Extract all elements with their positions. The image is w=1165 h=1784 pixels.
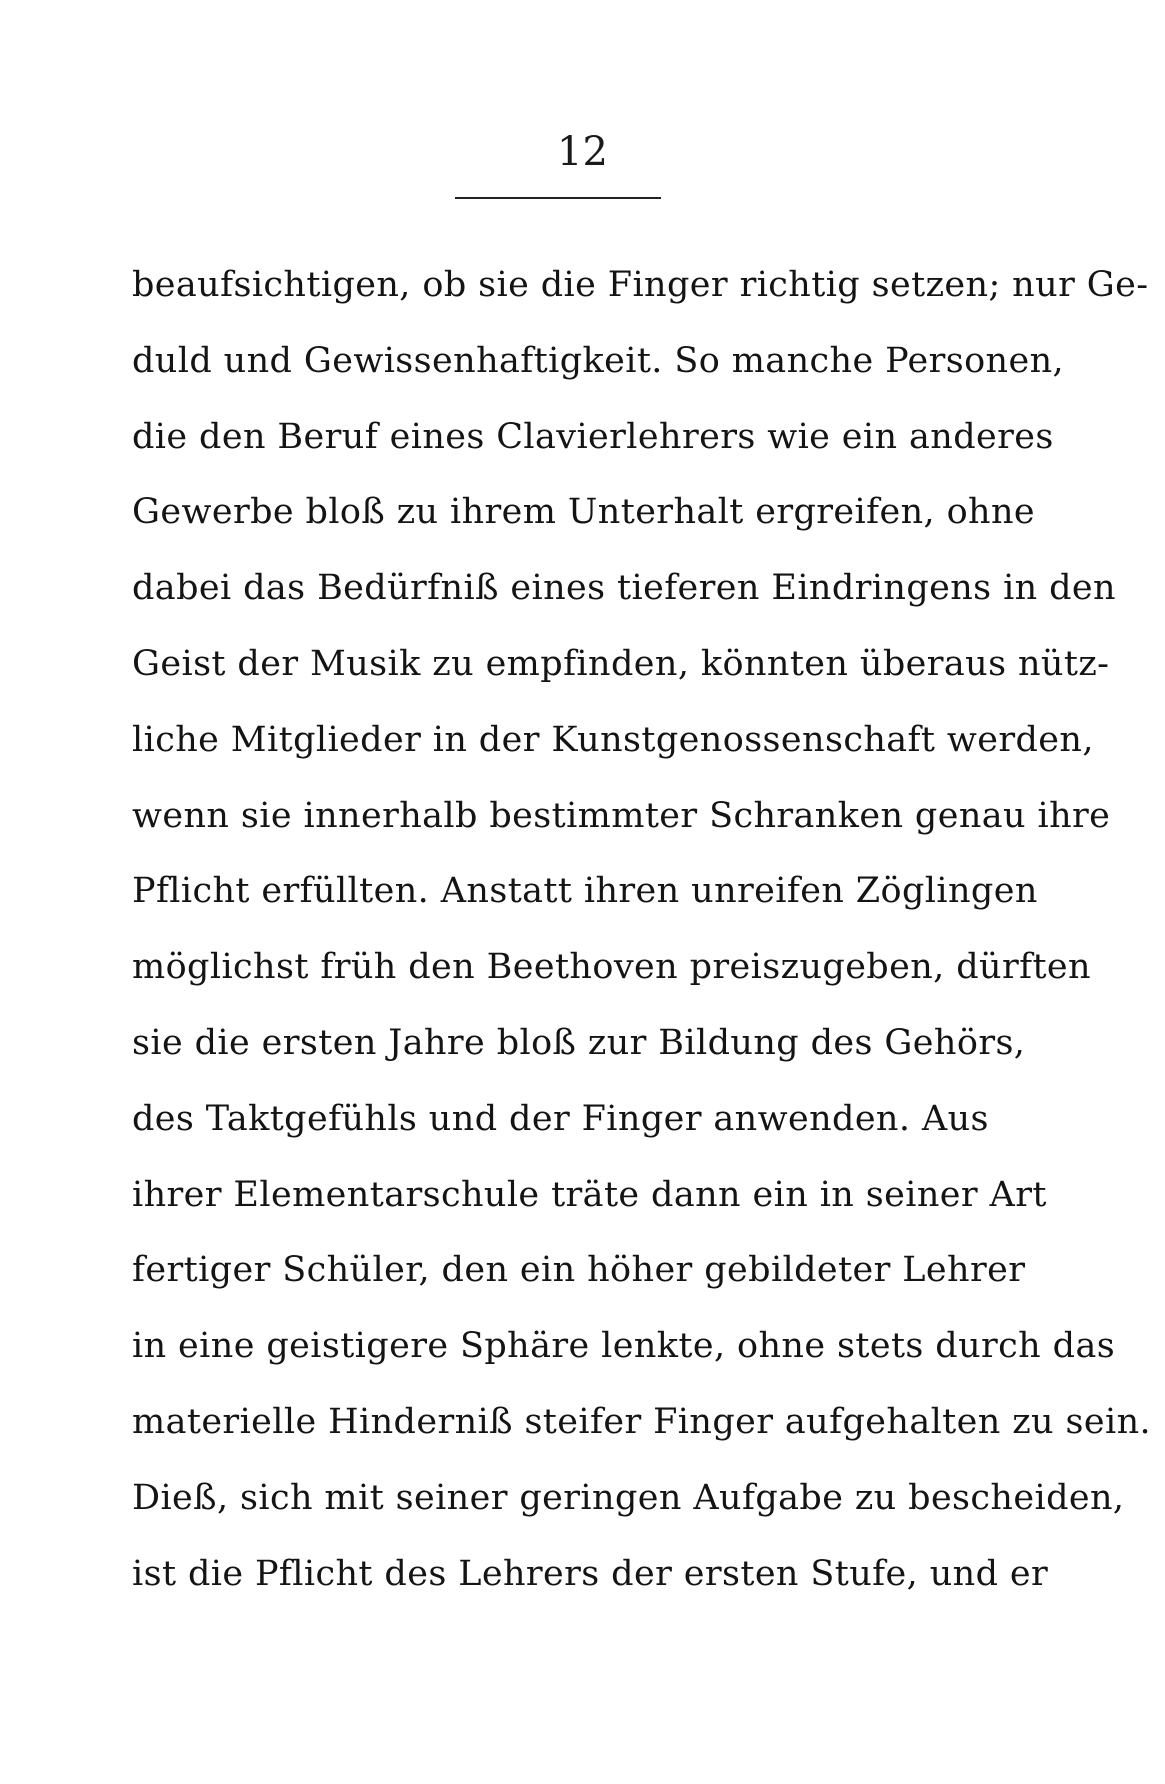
text-line: beaufsichtigen, ob sie die Finger richtig setzen; nur Ge-	[132, 265, 1149, 305]
text-line: möglichst früh den Beethoven preiszugeben, dürften	[132, 947, 1091, 988]
text-line: des Taktgefühls und der Finger anwenden. Aus	[132, 1098, 989, 1139]
text-line: die den Beruf eines Clavierlehrers wie ein anderes	[132, 416, 1054, 457]
header-rule	[455, 197, 661, 199]
text-line: fertiger Schüler, den ein höher gebildeter Lehrer	[132, 1250, 1026, 1291]
text-line: Geist der Musik zu empfinden, könnten überaus nütz-	[132, 643, 1110, 684]
text-line: ihrer Elementarschule träte dann ein in seiner Art	[132, 1174, 1047, 1215]
text-line: in eine geistigere Sphäre lenkte, ohne stets durch das	[132, 1326, 1116, 1367]
text-line: dabei das Bedürfniß eines tieferen Eindringens in den	[132, 568, 1116, 609]
text-line: sie die ersten Jahre bloß zur Bildung des Gehörs,	[132, 1022, 1026, 1063]
text-line: Dieß, sich mit seiner geringen Aufgabe zu bescheiden,	[132, 1477, 1125, 1518]
text-line: Gewerbe bloß zu ihrem Unterhalt ergreifen, ohne	[132, 492, 1036, 533]
text-line: liche Mitglieder in der Kunstgenossenschaft werden,	[132, 719, 1094, 760]
text-line: Pflicht erfüllten. Anstatt ihren unreifen Zöglingen	[132, 871, 1038, 912]
text-line: ist die Pflicht des Lehrers der ersten Stufe, und er	[132, 1553, 1049, 1594]
page-number: 12	[557, 129, 608, 175]
body-text	[132, 248, 1152, 1612]
text-line: wenn sie innerhalb bestimmter Schranken genau ihre	[132, 795, 1111, 836]
text-line: duld und Gewissenhaftigkeit. So manche Personen,	[132, 340, 1065, 381]
text-line: materielle Hinderniß steifer Finger aufgehalten zu sein.	[132, 1401, 1152, 1442]
